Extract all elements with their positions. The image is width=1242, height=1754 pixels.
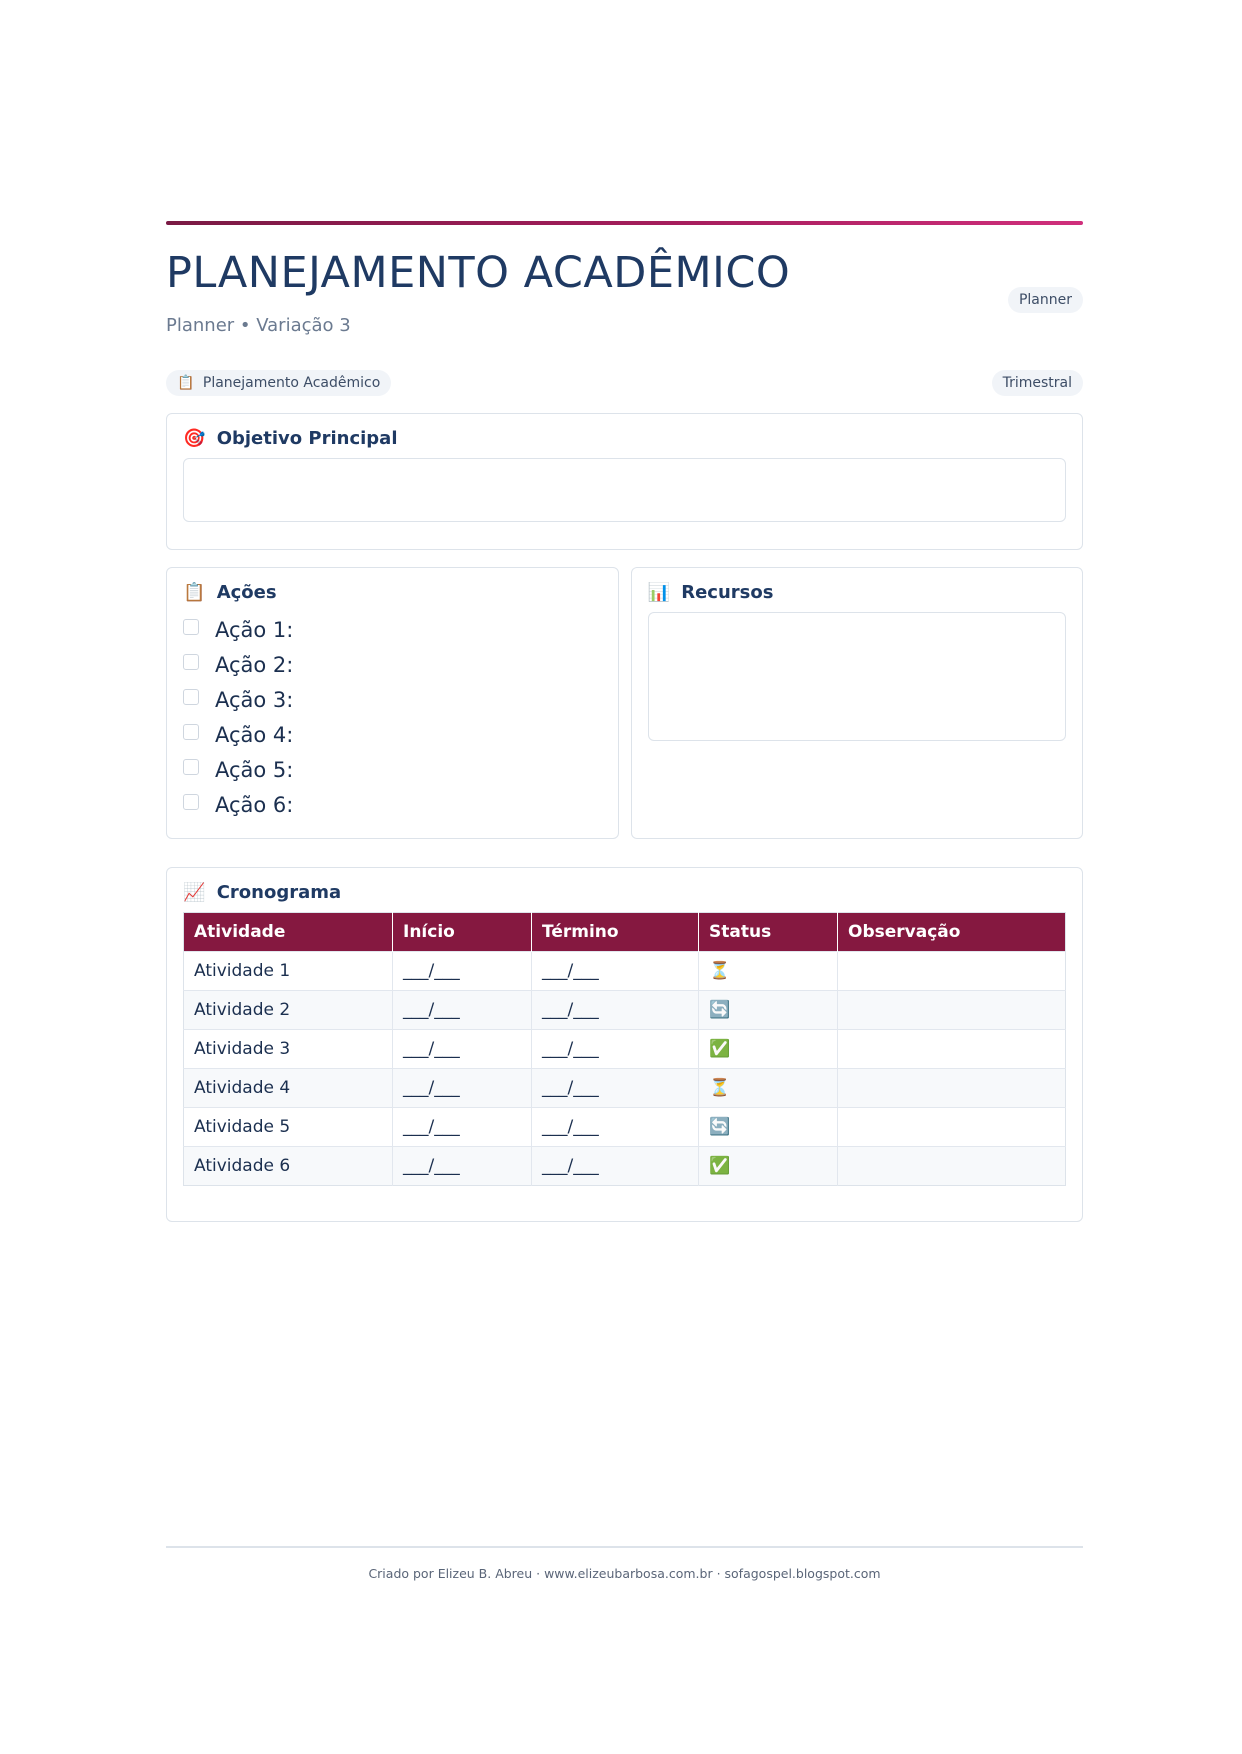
target-icon: 🎯 [183,428,206,449]
resources-title-label: Recursos [681,582,774,603]
clipboard-icon: 📋 [177,375,195,391]
action-checkbox[interactable] [183,619,199,635]
action-item [183,647,602,682]
column-header-start: Início [393,913,532,952]
action-item [183,612,602,647]
type-badge: Planner [1008,287,1083,313]
action-label[interactable]: Ação 3: [215,687,294,712]
start-date-cell[interactable]: ___/___ [393,991,532,1030]
objective-title [183,428,1066,450]
note-cell[interactable] [838,1147,1066,1186]
bar-chart-icon: 📊 [647,582,670,603]
page-subtitle: Planner • Variação 3 [166,315,351,336]
meta-row [166,369,1083,397]
resources-card [631,567,1084,839]
schedule-title-label: Cronograma [216,882,342,903]
note-cell[interactable] [838,1108,1066,1147]
action-label[interactable]: Ação 5: [215,757,294,782]
table-row [184,952,1066,991]
note-cell[interactable] [838,1069,1066,1108]
end-date-cell[interactable]: ___/___ [532,1147,699,1186]
resources-input[interactable] [648,612,1067,741]
end-date-cell[interactable]: ___/___ [532,952,699,991]
check-icon: ✅ [709,1039,731,1059]
status-cell [699,1147,838,1186]
action-checkbox[interactable] [183,689,199,705]
activity-cell: Atividade 5 [184,1108,393,1147]
note-cell[interactable] [838,952,1066,991]
category-badge [166,370,391,396]
column-header-end: Término [532,913,699,952]
action-item [183,682,602,717]
activity-cell: Atividade 1 [184,952,393,991]
start-date-cell[interactable]: ___/___ [393,1030,532,1069]
check-icon: ✅ [709,1156,731,1176]
actions-title [183,582,602,604]
action-item [183,717,602,752]
schedule-title [183,882,1066,904]
activity-cell: Atividade 6 [184,1147,393,1186]
schedule-body [184,952,1066,1186]
status-cell [699,1069,838,1108]
table-row [184,1069,1066,1108]
schedule-header-row [184,913,1066,952]
header-accent-rule [166,221,1083,225]
activity-cell: Atividade 2 [184,991,393,1030]
table-row [184,991,1066,1030]
end-date-cell[interactable]: ___/___ [532,1108,699,1147]
table-row [184,1108,1066,1147]
resources-title [648,582,1067,604]
action-checkbox[interactable] [183,794,199,810]
action-label[interactable]: Ação 2: [215,652,294,677]
status-cell [699,952,838,991]
status-cell [699,991,838,1030]
schedule-card [166,867,1083,1222]
clipboard-icon: 📋 [183,582,206,603]
footer-divider [166,1546,1083,1548]
refresh-icon: 🔄 [709,1117,731,1137]
category-label: Planejamento Acadêmico [202,375,381,391]
action-item [183,787,602,822]
hourglass-icon: ⏳ [709,1078,731,1098]
note-cell[interactable] [838,991,1066,1030]
column-header-status: Status [699,913,838,952]
activity-cell: Atividade 4 [184,1069,393,1108]
end-date-cell[interactable]: ___/___ [532,991,699,1030]
start-date-cell[interactable]: ___/___ [393,1108,532,1147]
end-date-cell[interactable]: ___/___ [532,1030,699,1069]
period-badge: Trimestral [992,370,1083,396]
schedule-table [183,912,1066,1186]
footer-credits: Criado por Elizeu B. Abreu · www.elizeubarbosa.com.br · sofagospel.blogspot.com [368,1566,881,1581]
actions-list [183,612,602,822]
objective-input[interactable] [183,458,1066,522]
action-checkbox[interactable] [183,724,199,740]
note-cell[interactable] [838,1030,1066,1069]
action-label[interactable]: Ação 1: [215,617,294,642]
status-cell [699,1030,838,1069]
start-date-cell[interactable]: ___/___ [393,1147,532,1186]
header [166,247,1083,357]
actions-title-label: Ações [216,582,277,603]
planner-page [166,221,1083,1222]
hourglass-icon: ⏳ [709,961,731,981]
start-date-cell[interactable]: ___/___ [393,1069,532,1108]
action-label[interactable]: Ação 6: [215,792,294,817]
column-header-activity: Atividade [184,913,393,952]
objective-title-label: Objetivo Principal [216,428,398,449]
table-row [184,1147,1066,1186]
table-row [184,1030,1066,1069]
line-chart-icon: 📈 [183,882,206,903]
action-label[interactable]: Ação 4: [215,722,294,747]
activity-cell: Atividade 3 [184,1030,393,1069]
end-date-cell[interactable]: ___/___ [532,1069,699,1108]
action-item [183,752,602,787]
status-cell [699,1108,838,1147]
objective-card [166,413,1083,550]
column-header-note: Observação [838,913,1066,952]
action-checkbox[interactable] [183,654,199,670]
refresh-icon: 🔄 [709,1000,731,1020]
page-title: PLANEJAMENTO ACADÊMICO [166,248,791,298]
action-checkbox[interactable] [183,759,199,775]
actions-resources-row [166,567,1083,839]
actions-card [166,567,619,839]
start-date-cell[interactable]: ___/___ [393,952,532,991]
